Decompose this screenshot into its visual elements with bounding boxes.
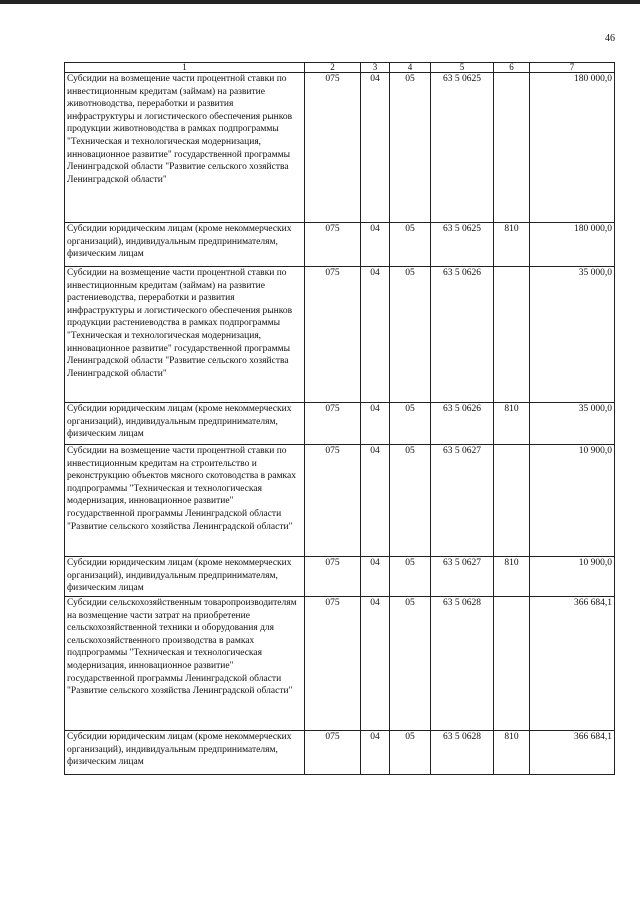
table-row: [65, 597, 615, 731]
row-subsection-code: 05: [390, 445, 431, 557]
row-amount: 180 000,0: [530, 223, 615, 267]
row-expense-type: 810: [494, 403, 530, 445]
row-section-code: 04: [361, 557, 390, 597]
row-admin-code: 075: [305, 267, 361, 403]
row-admin-code: 075: [305, 403, 361, 445]
row-section-code: 04: [361, 73, 390, 223]
row-name: Субсидии сельскохозяйственным товаропроизводителям на возмещение части затрат на приобретение сельскохозяйственной техники и оборудования для сельскохозяйственного производства в рамках подпрограммы "Техническая и технологическая модернизация, инновационное развитие" государственной программы Ленинградской области "Развитие сельского хозяйства Ленинградской области": [65, 597, 305, 731]
row-expense-type: 810: [494, 557, 530, 597]
row-subsection-code: 05: [390, 267, 431, 403]
row-expense-type: [494, 597, 530, 731]
row-expense-type: 810: [494, 731, 530, 775]
row-target-code: 63 5 0626: [431, 267, 494, 403]
row-section-code: 04: [361, 267, 390, 403]
row-expense-type: [494, 73, 530, 223]
row-expense-type: [494, 445, 530, 557]
table-row: [65, 73, 615, 223]
row-target-code: 63 5 0627: [431, 445, 494, 557]
row-section-code: 04: [361, 223, 390, 267]
row-expense-type: [494, 267, 530, 403]
table-row: [65, 731, 615, 775]
row-admin-code: 075: [305, 597, 361, 731]
row-admin-code: 075: [305, 445, 361, 557]
row-amount: 180 000,0: [530, 73, 615, 223]
column-header: 2: [305, 63, 361, 73]
row-section-code: 04: [361, 597, 390, 731]
table-row: [65, 267, 615, 403]
row-subsection-code: 05: [390, 223, 431, 267]
row-name: Субсидии юридическим лицам (кроме некоммерческих организаций), индивидуальным предпринимателям, физическим лицам: [65, 731, 305, 775]
row-amount: 10 900,0: [530, 557, 615, 597]
row-amount: 366 684,1: [530, 597, 615, 731]
table-row: [65, 223, 615, 267]
row-amount: 366 684,1: [530, 731, 615, 775]
column-header: 1: [65, 63, 305, 73]
column-header: 4: [390, 63, 431, 73]
row-target-code: 63 5 0625: [431, 73, 494, 223]
table-row: [65, 403, 615, 445]
table-header-row: [65, 63, 615, 73]
table-row: [65, 445, 615, 557]
row-name: Субсидии на возмещение части процентной ставки по инвестиционным кредитам на строительство и реконструкцию объектов мясного скотоводства в рамках подпрограммы "Техническая и технологическая модернизация, инновационное развитие" государственной программы Ленинградской области "Развитие сельского хозяйства Ленинградской области": [65, 445, 305, 557]
row-expense-type: 810: [494, 223, 530, 267]
row-target-code: 63 5 0628: [431, 731, 494, 775]
row-target-code: 63 5 0628: [431, 597, 494, 731]
column-header: 5: [431, 63, 494, 73]
row-admin-code: 075: [305, 731, 361, 775]
row-section-code: 04: [361, 403, 390, 445]
row-subsection-code: 05: [390, 73, 431, 223]
row-section-code: 04: [361, 731, 390, 775]
row-name: Субсидии на возмещение части процентной ставки по инвестиционным кредитам (займам) на развитие растениеводства, переработки и развития инфраструктуры и логистического обеспечения рынков продукции растениеводства в рамках подпрограммы "Техническая и технологическая модернизация, инновационное развитие" государственной программы Ленинградской области "Развитие сельского хозяйства Ленинградской области": [65, 267, 305, 403]
row-name: Субсидии юридическим лицам (кроме некоммерческих организаций), индивидуальным предпринимателям, физическим лицам: [65, 403, 305, 445]
row-target-code: 63 5 0625: [431, 223, 494, 267]
page-top-border: [0, 0, 640, 4]
row-name: Субсидии юридическим лицам (кроме некоммерческих организаций), индивидуальным предпринимателям, физическим лицам: [65, 557, 305, 597]
row-name: Субсидии юридическим лицам (кроме некоммерческих организаций), индивидуальным предпринимателям, физическим лицам: [65, 223, 305, 267]
row-amount: 35 000,0: [530, 403, 615, 445]
column-header: 7: [530, 63, 615, 73]
row-subsection-code: 05: [390, 403, 431, 445]
row-target-code: 63 5 0627: [431, 557, 494, 597]
row-subsection-code: 05: [390, 557, 431, 597]
row-subsection-code: 05: [390, 597, 431, 731]
row-admin-code: 075: [305, 557, 361, 597]
column-header: 6: [494, 63, 530, 73]
budget-table: [64, 62, 615, 775]
row-admin-code: 075: [305, 73, 361, 223]
row-name: Субсидии на возмещение части процентной ставки по инвестиционным кредитам (займам) на развитие животноводства, переработки и развития инфраструктуры и логистического обеспечения рынков продукции животноводства в рамках подпрограммы "Техническая и технологическая модернизация, инновационное развитие" государственной программы Ленинградской области "Развитие сельского хозяйства Ленинградской области": [65, 73, 305, 223]
row-section-code: 04: [361, 445, 390, 557]
row-admin-code: 075: [305, 223, 361, 267]
column-header: 3: [361, 63, 390, 73]
table-row: [65, 557, 615, 597]
row-amount: 10 900,0: [530, 445, 615, 557]
row-target-code: 63 5 0626: [431, 403, 494, 445]
page-number: 46: [605, 33, 615, 44]
row-amount: 35 000,0: [530, 267, 615, 403]
row-subsection-code: 05: [390, 731, 431, 775]
